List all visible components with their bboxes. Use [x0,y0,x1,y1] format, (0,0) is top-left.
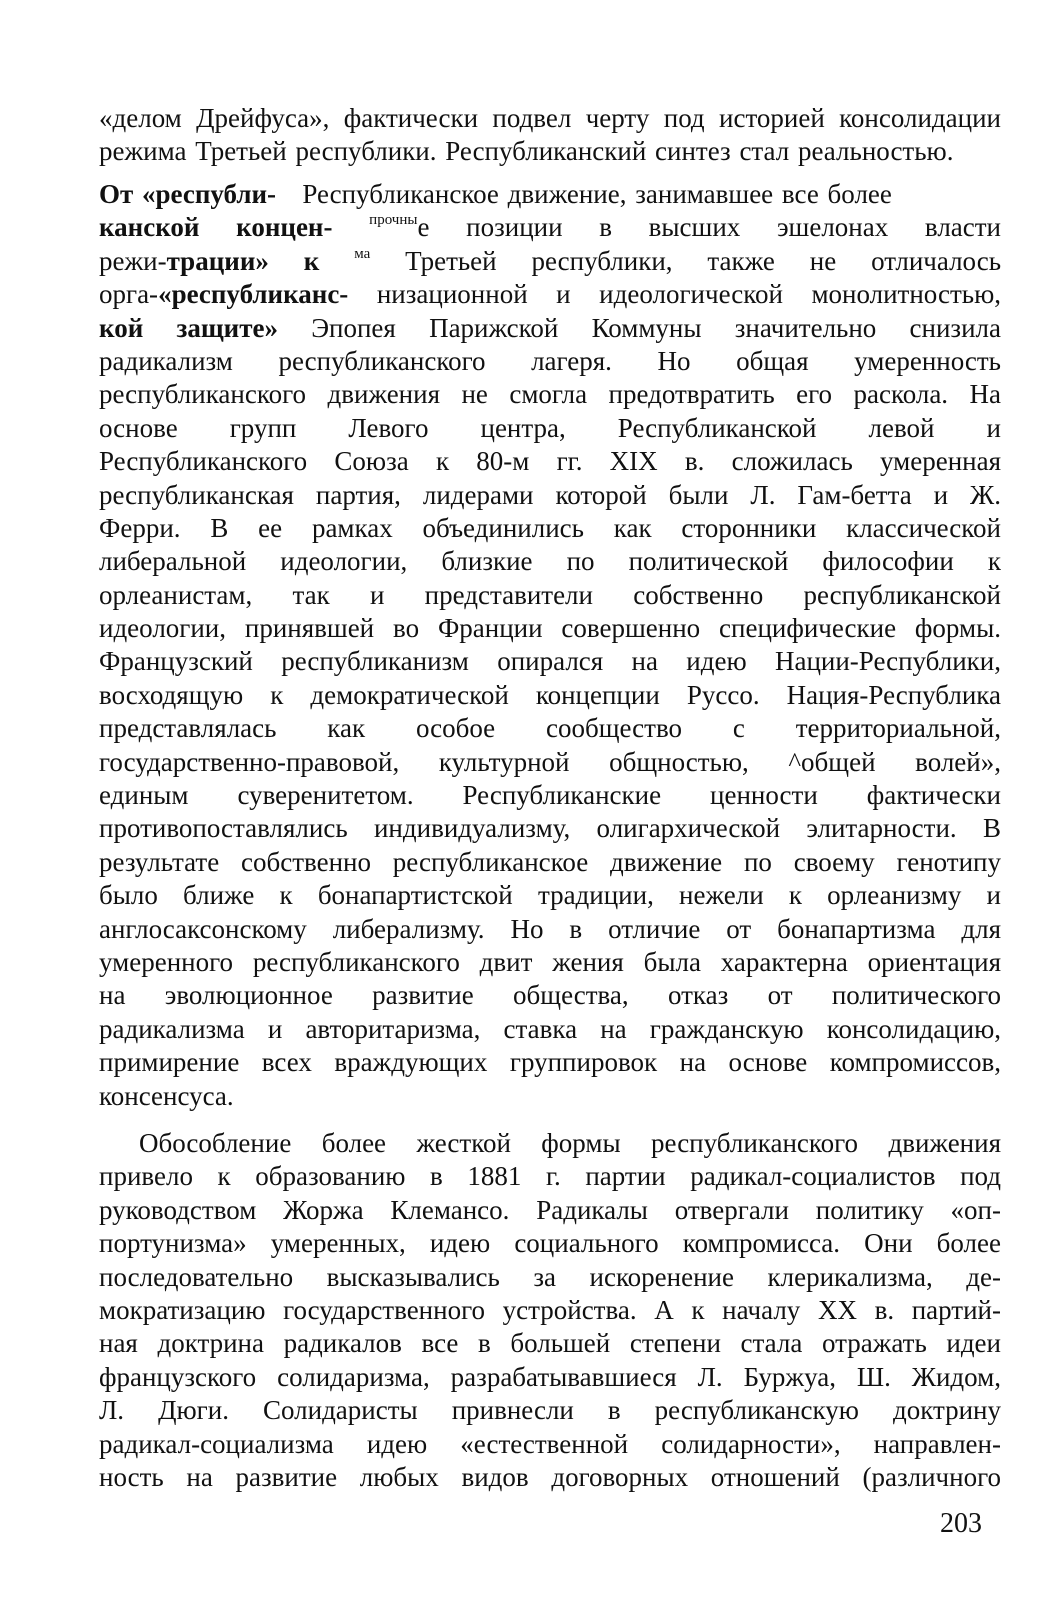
text-fragment: режи- [99,245,167,276]
text-line: республиканская партия, лидерами которой были Л. Гам-бетта и Ж. [99,479,1001,510]
text-line: англосаксонскому либерализму. Но в отличие от бонапартизма для [99,913,1001,944]
text-line: результате собственно республиканское движение по своему генотипу [99,846,1001,877]
paragraph-two [99,1127,1001,1494]
text-line [99,245,1001,278]
text-line: французского солидаризма, разрабатывавшиеся Л. Буржуа, Ш. Жидом, [99,1361,1001,1392]
text-line: мократизацию государственного устройства. А к началу XX в. партий- [99,1294,1001,1325]
text-line: радикал-социализма идею «естественной солидарности», направлен- [99,1428,1001,1459]
text-fragment: низационной и идеологической монолитностью, [376,279,1001,310]
text-line: «делом Дрейфуса», фактически подвел черту под историей консолидации [99,103,1001,133]
text-fragment: орга- [99,279,159,310]
text-line: противопоставлялись индивидуализму, олигархической элитарности. В [99,813,1001,844]
superscript-fragment: прочны [369,212,418,229]
text-line: примирение всех враждующих группировок на основе компромиссов, [99,1047,1001,1078]
intro-paragraph [99,102,1001,169]
text-line: либеральной идеологии, близкие по политической философии к [99,546,1001,577]
section-heading: «республиканс- [158,279,349,310]
text-line: Республиканского Союза к 80-м гг. XIX в. сложилась умеренная [99,446,1001,477]
text-line: ность на развитие любых видов договорных отношений (различного [99,1461,1001,1492]
text-line: представлялась как особое сообщество с территориальной, [99,713,1001,744]
text-line [99,211,1001,244]
text-line: умеренного республиканского двит жения была характерна ориентация [99,946,1001,977]
text-line: было ближе к бонапартистской традиции, нежели к орлеанизму и [99,880,1001,911]
text-line: портунизма» умеренных, идею социального компромисса. Они более [99,1228,1001,1259]
text-line: ная доктрина радикалов все в большей степени стала отражать идеи [99,1328,1001,1359]
text-line: режима Третьей республики. Республиканский синтез стал реальностью. [99,136,954,167]
text-line: руководством Жоржа Клемансо. Радикалы отвергали политику «оп- [99,1194,1001,1225]
text-fragment: Республиканское движение, занимавшее все более [302,179,892,209]
superscript-fragment: ма [354,245,371,262]
text-line: привело к образованию в 1881 г. партии радикал-социалистов под [99,1161,1001,1192]
text-line [99,178,1001,211]
text-line: республиканского движения не смогла предотвратить его раскола. На [99,379,1001,410]
text-line: радикализма и авторитаризма, ставка на гражданскую консолидацию, [99,1013,1001,1044]
section-heading: канской концен- [99,212,333,243]
text-line: единым суверенитетом. Республиканские ценности фактически [99,780,1001,811]
text-line: восходящую к демократической концепции Руссо. Нация-Республика [99,679,1001,710]
section-paragraph [99,178,1001,1113]
text-line: государственно-правовой, культурной общностью, ^общей волей», [99,746,1001,777]
text-line: Л. Дюги. Солидаристы привнесли в республиканскую доктрину [99,1395,1001,1426]
text-fragment: Третьей республики, также не отличалось [405,245,1001,276]
text-line: консенсуса. [99,1080,234,1111]
text-line: идеологии, принявшей во Франции совершенно специфические формы. [99,613,1001,644]
text-line: Французский республиканизм опирался на идею Нации-Республики, [99,646,1001,677]
text-fragment: е позиции в высших эшелонах власти [417,212,1001,243]
text-line: основе групп Левого центра, Республиканской левой и [99,412,1001,443]
text-line: последовательно высказывались за искоренение клерикализма, де- [99,1261,1001,1292]
section-heading: От «республи- [99,179,277,209]
text-line: Ферри. В ее рамках объединились как сторонники классической [99,512,1001,543]
page-number: 203 [940,1508,982,1539]
text-line: орлеанистам, так и представители собственно республиканской [99,579,1001,610]
text-fragment: Эпопея Парижской Коммуны значительно снизила [311,312,1001,343]
text-line [99,312,1001,345]
text-line: на эволюционное развитие общества, отказ от политического [99,980,1001,1011]
text-line: Обособление более жесткой формы республиканского движения [139,1128,1001,1158]
text-line: радикализм республиканского лагеря. Но общая умеренность [99,345,1001,376]
section-heading: кой защите» [99,312,278,343]
text-line [99,278,1001,311]
section-heading: трации» к [166,245,320,276]
